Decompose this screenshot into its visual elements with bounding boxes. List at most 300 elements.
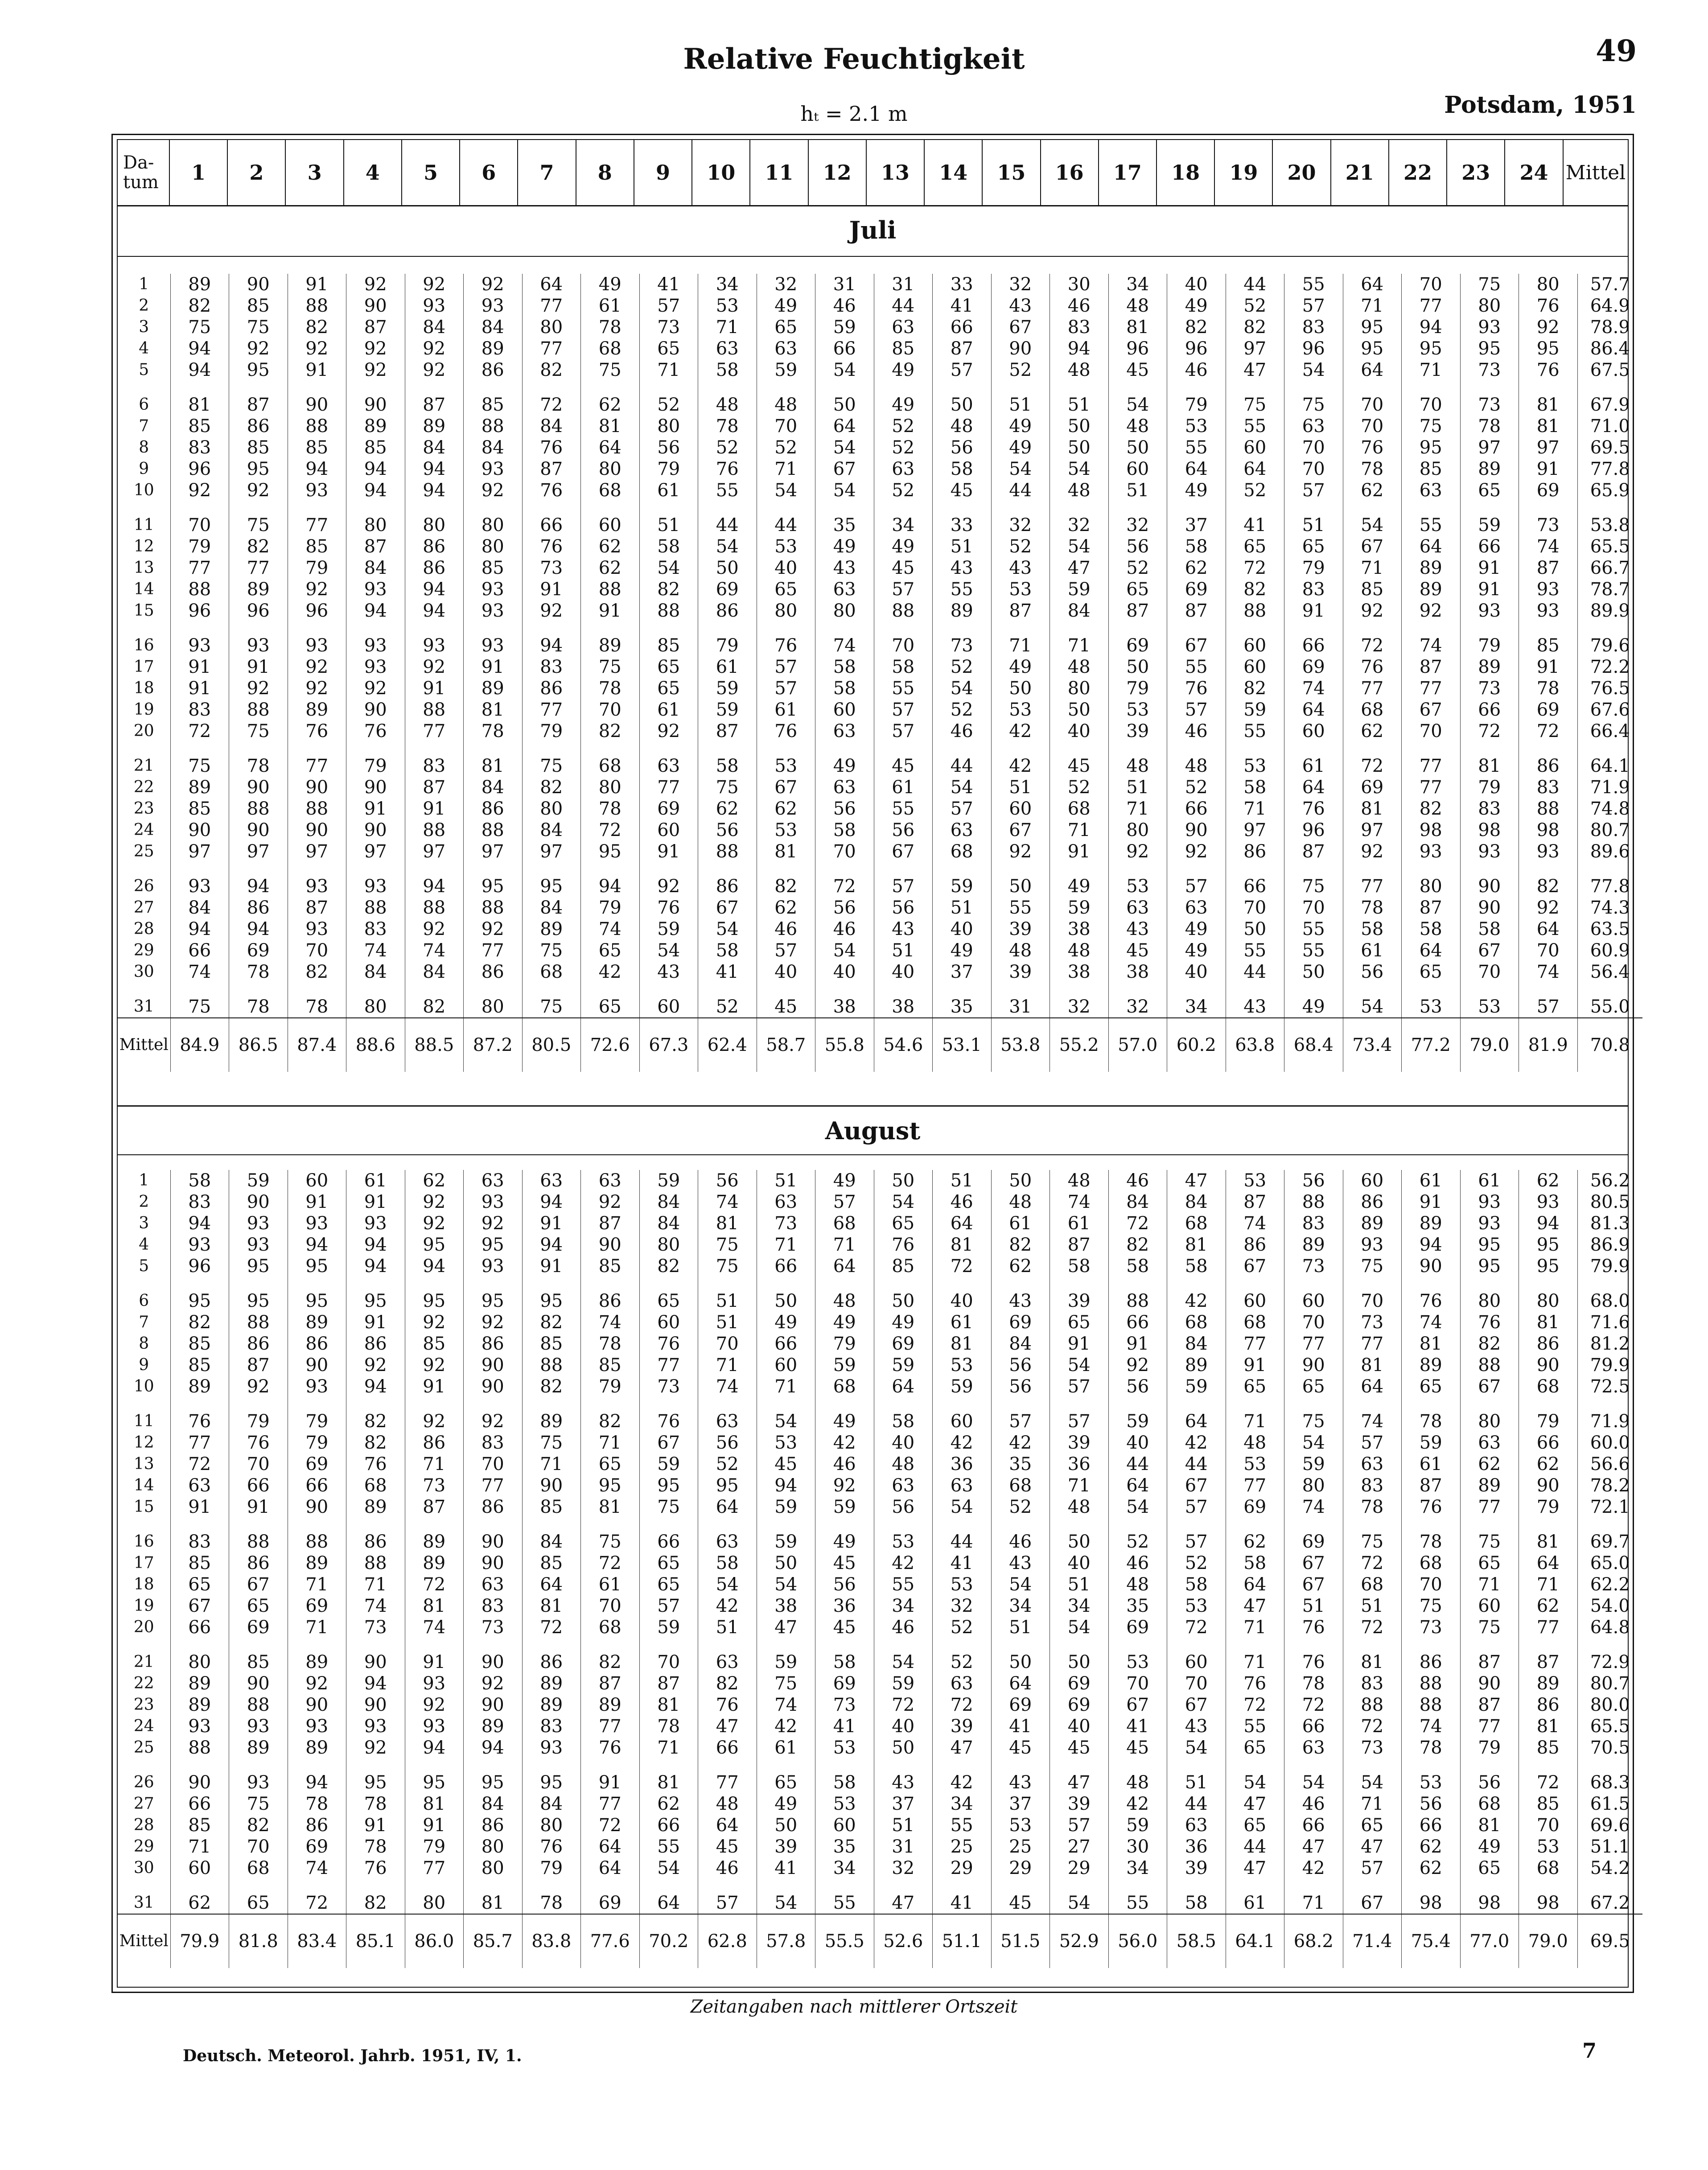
value-cell: 77 (1343, 862, 1402, 897)
value-cell: 65 (1460, 480, 1519, 501)
value-cell: 57 (874, 579, 933, 600)
value-cell: 76 (288, 721, 346, 742)
value-cell: 64 (581, 1857, 640, 1879)
value-cell: 68 (1343, 1574, 1402, 1595)
value-cell: 88 (464, 416, 523, 437)
value-cell: 60 (639, 1312, 698, 1333)
value-cell: 89 (288, 1312, 346, 1333)
value-cell: 82 (522, 1376, 581, 1397)
value-cell: 58 (1343, 918, 1402, 940)
value-cell: 68 (581, 338, 640, 359)
value-cell: 46 (991, 1518, 1050, 1552)
mean-cell: 52.9 (1050, 1914, 1109, 1968)
value-cell: 73 (639, 1376, 698, 1397)
value-cell: 94 (288, 1758, 346, 1793)
value-cell: 80 (639, 416, 698, 437)
value-cell: 62 (405, 1170, 464, 1191)
table-row (118, 1355, 1642, 1376)
value-cell: 69 (1519, 480, 1578, 501)
value-cell: 57 (1167, 1518, 1226, 1552)
value-cell: 52 (874, 480, 933, 501)
value-cell: 54 (815, 480, 874, 501)
daily-mean-cell: 69.7 (1590, 1532, 1630, 1552)
value-cell: 53 (1226, 742, 1284, 777)
value-cell: 82 (346, 1879, 405, 1914)
value-cell: 52 (991, 359, 1050, 381)
value-cell: 82 (288, 317, 346, 338)
value-cell: 80 (1402, 862, 1461, 897)
value-cell: 45 (815, 1617, 874, 1638)
value-cell: 60 (1284, 721, 1343, 742)
value-cell: 59 (1402, 1432, 1461, 1454)
value-cell: 93 (1519, 600, 1578, 622)
value-cell: 77 (170, 1432, 229, 1454)
value-cell: 63 (639, 742, 698, 777)
value-cell: 95 (405, 1277, 464, 1312)
value-cell: 60 (815, 699, 874, 721)
value-cell: 33 (933, 501, 992, 536)
value-cell: 54 (757, 1574, 815, 1595)
value-cell: 44 (1167, 1793, 1226, 1815)
value-cell: 81 (464, 699, 523, 721)
header-hour: 1 (170, 140, 228, 205)
value-cell: 54 (933, 1496, 992, 1518)
day-cell: 23 (118, 798, 170, 819)
value-cell: 55 (815, 1879, 874, 1914)
table-row (118, 1376, 1642, 1397)
value-cell: 74 (1402, 1312, 1461, 1333)
value-cell: 54 (757, 1397, 815, 1432)
value-cell: 56 (815, 1574, 874, 1595)
value-cell: 79 (1167, 381, 1226, 416)
value-cell: 61 (757, 1737, 815, 1758)
value-cell: 46 (1167, 359, 1226, 381)
value-cell: 90 (229, 1191, 288, 1213)
value-cell: 53 (698, 295, 757, 317)
value-cell: 40 (933, 1277, 992, 1312)
value-cell: 91 (1460, 579, 1519, 600)
value-cell: 29 (991, 1857, 1050, 1879)
value-cell: 86 (1226, 1234, 1284, 1256)
value-cell: 37 (933, 961, 992, 983)
value-cell: 53 (991, 1815, 1050, 1836)
value-cell: 49 (1167, 295, 1226, 317)
value-cell: 94 (405, 579, 464, 600)
value-cell: 48 (874, 1454, 933, 1475)
value-cell: 50 (1108, 437, 1167, 458)
value-cell: 72 (581, 1552, 640, 1574)
value-cell: 81 (1460, 1815, 1519, 1836)
value-cell: 42 (757, 1716, 815, 1737)
day-cell: 18 (118, 1574, 170, 1595)
value-cell: 68 (1343, 699, 1402, 721)
header-hour: 10 (692, 140, 750, 205)
value-cell: 71 (639, 359, 698, 381)
value-cell: 86 (1402, 1638, 1461, 1673)
value-cell: 78 (288, 1793, 346, 1815)
value-cell: 57 (1167, 862, 1226, 897)
value-cell: 45 (991, 1879, 1050, 1914)
header-hour: 8 (576, 140, 634, 205)
value-cell: 59 (815, 1496, 874, 1518)
value-cell: 45 (1050, 742, 1109, 777)
value-cell: 46 (1050, 295, 1109, 317)
header-hour: 16 (1041, 140, 1099, 205)
day-cell: 20 (118, 721, 170, 742)
value-cell: 91 (405, 1815, 464, 1836)
value-cell: 76 (757, 622, 815, 656)
value-cell: 79 (698, 622, 757, 656)
value-cell: 45 (1050, 1737, 1109, 1758)
value-cell: 75 (1226, 381, 1284, 416)
value-cell: 91 (229, 1496, 288, 1518)
value-cell: 44 (1226, 961, 1284, 983)
value-cell: 94 (581, 862, 640, 897)
value-cell: 93 (346, 862, 405, 897)
value-cell: 90 (1460, 897, 1519, 918)
value-cell: 52 (933, 1617, 992, 1638)
value-cell: 92 (639, 721, 698, 742)
value-cell: 87 (522, 458, 581, 480)
value-cell: 54 (639, 940, 698, 961)
value-cell: 57 (933, 798, 992, 819)
value-cell: 46 (815, 295, 874, 317)
value-cell: 44 (991, 480, 1050, 501)
value-cell: 70 (229, 1836, 288, 1857)
value-cell: 72 (933, 1694, 992, 1716)
value-cell: 71 (1050, 1475, 1109, 1496)
day-cell: 11 (118, 501, 170, 536)
value-cell: 43 (991, 1277, 1050, 1312)
value-cell: 89 (170, 274, 229, 295)
value-cell: 66 (1402, 1815, 1461, 1836)
mean-cell: 83.8 (522, 1914, 581, 1968)
value-cell: 71 (1402, 359, 1461, 381)
value-cell: 84 (346, 557, 405, 579)
value-cell: 49 (757, 1793, 815, 1815)
value-cell: 65 (1284, 1376, 1343, 1397)
value-cell: 87 (933, 338, 992, 359)
daily-mean-cell: 60.0 (1590, 1433, 1630, 1453)
value-cell: 92 (288, 656, 346, 678)
value-cell: 88 (405, 819, 464, 841)
value-cell: 57 (1050, 1397, 1109, 1432)
mean-cell: 81.8 (229, 1914, 288, 1968)
value-cell: 88 (346, 897, 405, 918)
value-cell: 63 (1167, 897, 1226, 918)
value-cell: 65 (1226, 536, 1284, 557)
value-cell: 88 (1284, 1191, 1343, 1213)
value-cell: 25 (933, 1836, 992, 1857)
value-cell: 66 (1284, 1716, 1343, 1737)
value-cell: 84 (991, 1333, 1050, 1355)
value-cell: 32 (1050, 983, 1109, 1018)
value-cell: 65 (581, 1454, 640, 1475)
daily-mean-cell: 67.5 (1590, 360, 1630, 380)
daily-mean-cell: 65.0 (1590, 1553, 1630, 1573)
value-cell: 85 (170, 1355, 229, 1376)
value-cell: 76 (874, 1234, 933, 1256)
value-cell: 78 (229, 961, 288, 983)
value-cell: 86 (698, 862, 757, 897)
value-cell: 97 (229, 841, 288, 862)
value-cell: 90 (1167, 819, 1226, 841)
value-cell: 75 (1284, 381, 1343, 416)
value-cell: 81 (1519, 1312, 1578, 1333)
value-cell: 65 (1226, 1376, 1284, 1397)
value-cell: 61 (874, 777, 933, 798)
value-cell: 87 (1167, 600, 1226, 622)
value-cell: 49 (933, 940, 992, 961)
value-cell: 42 (933, 1432, 992, 1454)
value-cell: 70 (1343, 416, 1402, 437)
value-cell: 78 (1343, 1496, 1402, 1518)
value-cell: 76 (229, 1432, 288, 1454)
value-cell: 36 (1167, 1836, 1226, 1857)
value-cell: 82 (1460, 1333, 1519, 1355)
value-cell: 88 (464, 819, 523, 841)
value-cell: 77 (1226, 1333, 1284, 1355)
value-cell: 94 (405, 480, 464, 501)
location-year: Potsdam, 1951 (1444, 91, 1637, 119)
value-cell: 95 (1343, 338, 1402, 359)
value-cell: 41 (933, 295, 992, 317)
value-cell: 81 (698, 1213, 757, 1234)
value-cell: 63 (1108, 897, 1167, 918)
daily-mean-cell: 71.0 (1590, 416, 1630, 436)
mean-cell: 68.2 (1284, 1914, 1343, 1968)
day-cell: 10 (118, 480, 170, 501)
value-cell: 75 (581, 1518, 640, 1552)
table-row (118, 359, 1642, 381)
value-cell: 92 (170, 480, 229, 501)
value-cell: 87 (639, 1673, 698, 1694)
value-cell: 94 (346, 1673, 405, 1694)
value-cell: 75 (229, 1793, 288, 1815)
value-cell: 71 (288, 1574, 346, 1595)
value-cell: 77 (288, 501, 346, 536)
value-cell: 54 (1050, 1617, 1109, 1638)
value-cell: 52 (1108, 557, 1167, 579)
value-cell: 59 (229, 1170, 288, 1191)
value-cell: 72 (1519, 1758, 1578, 1793)
table-row (118, 458, 1642, 480)
value-cell: 79 (288, 557, 346, 579)
value-cell: 85 (1343, 579, 1402, 600)
value-cell: 42 (1108, 1793, 1167, 1815)
value-cell: 85 (1519, 1793, 1578, 1815)
mean-cell: 54.6 (874, 1018, 933, 1072)
value-cell: 64 (1343, 359, 1402, 381)
value-cell: 77 (1226, 1475, 1284, 1496)
value-cell: 89 (1460, 458, 1519, 480)
value-cell: 72 (581, 1815, 640, 1836)
value-cell: 54 (639, 557, 698, 579)
table-row (118, 536, 1642, 557)
value-cell: 51 (991, 1617, 1050, 1638)
value-cell: 47 (1284, 1836, 1343, 1857)
value-cell: 83 (1284, 317, 1343, 338)
value-cell: 90 (346, 1638, 405, 1673)
sheet-number: 7 (1582, 2038, 1597, 2063)
value-cell: 52 (698, 983, 757, 1018)
value-cell: 54 (991, 458, 1050, 480)
table-row (118, 381, 1642, 416)
header-hour: 15 (983, 140, 1041, 205)
value-cell: 70 (757, 416, 815, 437)
value-cell: 54 (1284, 359, 1343, 381)
value-cell: 71 (522, 1454, 581, 1475)
value-cell: 78 (1402, 1737, 1461, 1758)
value-cell: 61 (1402, 1170, 1461, 1191)
value-cell: 55 (698, 480, 757, 501)
value-cell: 91 (1460, 557, 1519, 579)
value-cell: 84 (464, 1793, 523, 1815)
value-cell: 72 (405, 1574, 464, 1595)
value-cell: 61 (1343, 940, 1402, 961)
value-cell: 85 (288, 437, 346, 458)
table-row (118, 1312, 1642, 1333)
value-cell: 93 (229, 1716, 288, 1737)
header-hour: 9 (634, 140, 692, 205)
value-cell: 95 (464, 862, 523, 897)
value-cell: 55 (639, 1836, 698, 1857)
value-cell: 79 (288, 1432, 346, 1454)
value-cell: 58 (874, 656, 933, 678)
value-cell: 78 (639, 1716, 698, 1737)
value-cell: 94 (1402, 317, 1461, 338)
value-cell: 59 (1050, 579, 1109, 600)
value-cell: 60 (1108, 458, 1167, 480)
value-cell: 77 (1460, 1716, 1519, 1737)
table-row (118, 1815, 1642, 1836)
value-cell: 40 (874, 1716, 933, 1737)
value-cell: 46 (1284, 1793, 1343, 1815)
value-cell: 70 (1402, 274, 1461, 295)
value-cell: 63 (1402, 480, 1461, 501)
value-cell: 91 (522, 1213, 581, 1234)
value-cell: 71 (1108, 798, 1167, 819)
value-cell: 85 (874, 338, 933, 359)
value-cell: 74 (405, 1617, 464, 1638)
day-cell: 23 (118, 1694, 170, 1716)
value-cell: 58 (639, 536, 698, 557)
value-cell: 95 (639, 1475, 698, 1496)
value-cell: 82 (522, 777, 581, 798)
value-cell: 89 (1402, 1213, 1461, 1234)
value-cell: 91 (639, 841, 698, 862)
daily-mean-cell: 68.3 (1590, 1772, 1630, 1793)
value-cell: 97 (1226, 819, 1284, 841)
value-cell: 40 (933, 918, 992, 940)
value-cell: 92 (522, 600, 581, 622)
value-cell: 49 (815, 1312, 874, 1333)
value-cell: 39 (757, 1836, 815, 1857)
value-cell: 44 (1108, 1454, 1167, 1475)
value-cell: 72 (1519, 721, 1578, 742)
value-cell: 68 (933, 841, 992, 862)
value-cell: 88 (639, 600, 698, 622)
value-cell: 91 (346, 1191, 405, 1213)
value-cell: 73 (1284, 1256, 1343, 1277)
daily-mean-cell: 65.9 (1590, 480, 1630, 501)
value-cell: 95 (346, 1758, 405, 1793)
value-cell: 93 (288, 480, 346, 501)
day-cell: 7 (118, 416, 170, 437)
value-cell: 68 (229, 1857, 288, 1879)
value-cell: 82 (1108, 1234, 1167, 1256)
value-cell: 63 (581, 1170, 640, 1191)
value-cell: 76 (1343, 437, 1402, 458)
value-cell: 91 (405, 798, 464, 819)
value-cell: 60 (1167, 1638, 1226, 1673)
value-cell: 53 (933, 1355, 992, 1376)
value-cell: 91 (405, 678, 464, 699)
value-cell: 69 (288, 1595, 346, 1617)
value-cell: 89 (464, 338, 523, 359)
value-cell: 63 (815, 579, 874, 600)
value-cell: 50 (1050, 437, 1109, 458)
day-cell: 3 (118, 317, 170, 338)
daily-mean-cell: 64.1 (1590, 756, 1630, 776)
value-cell: 72 (815, 862, 874, 897)
value-cell: 68 (346, 1475, 405, 1496)
value-cell: 48 (1167, 742, 1226, 777)
value-cell: 78 (522, 1879, 581, 1914)
day-cell: 9 (118, 458, 170, 480)
value-cell: 81 (464, 742, 523, 777)
value-cell: 57 (639, 295, 698, 317)
value-cell: 85 (170, 1552, 229, 1574)
day-cell: 22 (118, 777, 170, 798)
header-hour: 11 (750, 140, 808, 205)
value-cell: 60 (1226, 1277, 1284, 1312)
value-cell: 80 (522, 317, 581, 338)
value-cell: 92 (464, 1312, 523, 1333)
day-cell: 2 (118, 295, 170, 317)
value-cell: 54 (1050, 458, 1109, 480)
value-cell: 39 (1108, 721, 1167, 742)
value-cell: 56 (1284, 1170, 1343, 1191)
value-cell: 70 (874, 622, 933, 656)
value-cell: 40 (815, 961, 874, 983)
value-cell: 70 (1108, 1673, 1167, 1694)
value-cell: 54 (874, 1638, 933, 1673)
value-cell: 89 (464, 1716, 523, 1737)
value-cell: 57 (1050, 1376, 1109, 1397)
value-cell: 40 (874, 1432, 933, 1454)
value-cell: 55 (1226, 940, 1284, 961)
value-cell: 75 (581, 656, 640, 678)
value-cell: 59 (874, 1673, 933, 1694)
value-cell: 93 (288, 918, 346, 940)
value-cell: 63 (933, 819, 992, 841)
value-cell: 54 (1050, 1355, 1109, 1376)
table-row (118, 1518, 1642, 1552)
daily-mean-cell: 67.2 (1590, 1893, 1630, 1913)
table-row (118, 742, 1642, 777)
header-hour: 17 (1099, 140, 1157, 205)
value-cell: 80 (346, 501, 405, 536)
value-cell: 47 (1226, 1793, 1284, 1815)
value-cell: 79 (1460, 622, 1519, 656)
daily-mean-cell: 57.7 (1590, 274, 1630, 295)
value-cell: 93 (464, 1191, 523, 1213)
value-cell: 95 (581, 1475, 640, 1496)
value-cell: 57 (1343, 1432, 1402, 1454)
value-cell: 55 (1167, 437, 1226, 458)
value-cell: 89 (522, 1694, 581, 1716)
